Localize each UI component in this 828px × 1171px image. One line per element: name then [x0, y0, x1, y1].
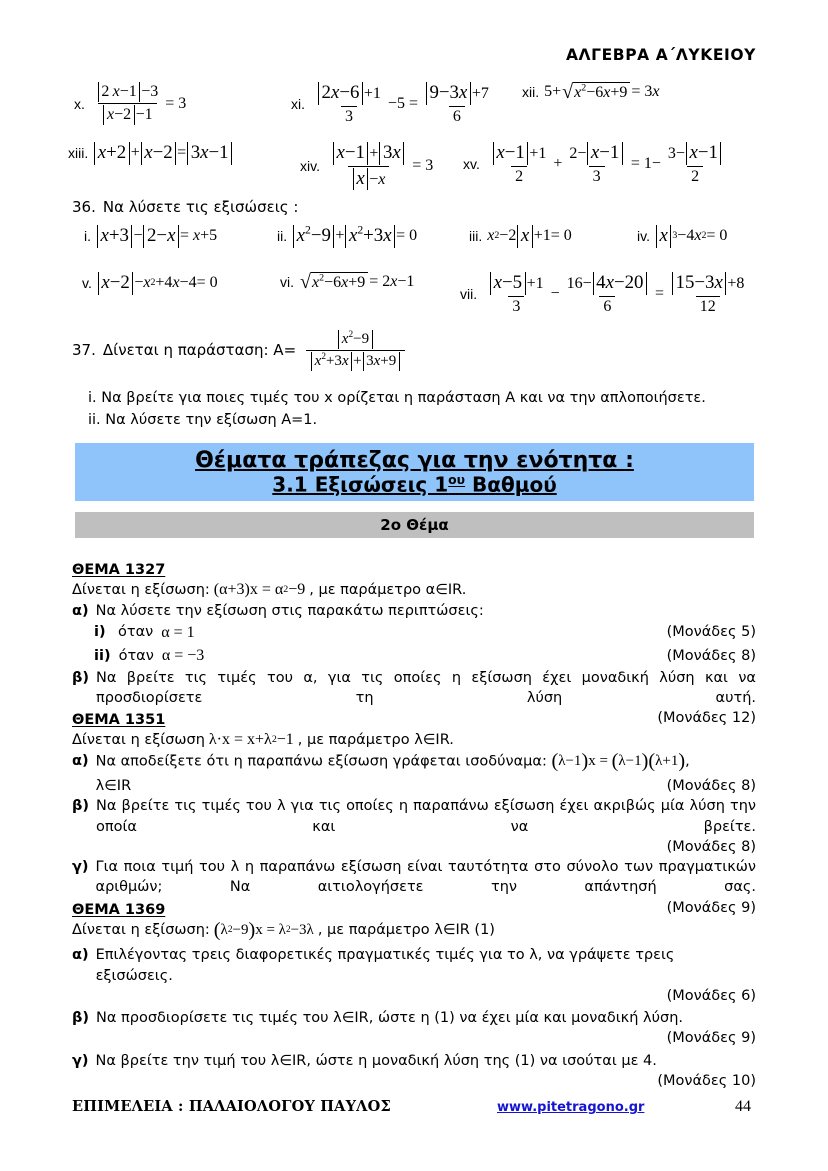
page-number: 44 [735, 1098, 751, 1115]
problem-subitem-i [72, 621, 756, 644]
equation-item-xiv [300, 142, 433, 190]
points-label: (Μονάδες 9) [666, 1030, 756, 1047]
equation-expression: x+2 + x−2 = 3x−1 [93, 142, 233, 165]
item-marker: α) [72, 753, 89, 769]
points-label: (Μονάδες 5) [666, 624, 756, 641]
equation-expression: √ $x^2-6x+9$ = 2 x −1 [300, 271, 415, 293]
banner-line-2-prefix: 3.1 Εξισώσεις 1 [272, 472, 449, 497]
item-text: Να αποδείξετε ότι η παραπάνω εξίσωση γράφεται ισοδύναμα: [95, 753, 547, 770]
problem-stem [72, 731, 756, 749]
problem-item-gamma [72, 1051, 756, 1092]
item-second-line: λ∈IR [95, 778, 132, 794]
equation-item-i [84, 225, 217, 248]
equation-item-xii [522, 82, 660, 102]
equation-label: i. [84, 228, 91, 245]
problem-item-beta [72, 796, 756, 857]
problem-stem [72, 581, 756, 599]
problem-stem-prefix: Δίνεται η εξίσωση: [72, 582, 210, 598]
problem-item-beta [72, 1008, 756, 1049]
equation-label: ii. [277, 228, 288, 245]
subsection-bar [75, 512, 754, 538]
equation-label: vi. [280, 274, 294, 290]
problem-item-alpha [72, 751, 756, 796]
equation-item-xiii [68, 142, 233, 165]
item-text: Επιλέγοντας τρεις διαφορετικές πραγματικές τιμές για το λ, να γράψετε τρεις εξισώσεις. [95, 947, 675, 984]
item-text: Να βρείτε την τιμή του λ∈IR, ώστε η μοναδική λύση της (1) να ισούται με 4. [95, 1052, 657, 1069]
equation-expression: x+3 − 2−x = x +5 [96, 225, 217, 248]
equation-label: xiv. [300, 158, 320, 175]
exercise-prompt: Να λύσετε τις εξισώσεις : [102, 198, 299, 216]
equation-label: iv. [637, 228, 650, 245]
problem-stem [72, 921, 756, 939]
equation-expression: x 2 −2 x +1= 0 [487, 225, 572, 246]
equation-item-iv [637, 225, 727, 248]
item-math: ( λ−1 ) x = ( λ−1 ) ( λ+1 ) [551, 750, 686, 773]
footer-author: ΕΠΙΜΕΛΕΙΑ : ΠΑΛΑΙΟΛΟΓΟΥ ΠΑΥΛΟΣ [72, 1098, 391, 1115]
item-marker: γ) [72, 859, 89, 876]
exercise-prompt: Δίνεται η παράσταση: Α= [102, 341, 297, 360]
equation-label: x. [74, 95, 85, 112]
equation-item-v [82, 272, 218, 295]
equation-expression: 5+ √ $x^2-6x+9$ = 3 x [544, 81, 660, 103]
equation-expression: $\frac{2x-6 +1}{3}$ −5 = $\frac{9-3x +7}{6}$ [310, 82, 496, 126]
equation-item-iii [469, 225, 572, 248]
points-label: (Μονάδες 8) [666, 778, 756, 794]
equation-label: xv. [463, 156, 480, 173]
item-text: Να προσδιορίσετε τις τιμές του λ∈IR, ώστε η (1) να έχει μία και μοναδική λύση. [96, 1010, 683, 1027]
item-marker: β) [72, 1010, 90, 1027]
equation-label: xi. [291, 96, 305, 113]
item-marker: β) [72, 669, 90, 686]
equation-item-x [74, 82, 186, 125]
banner-line-1: Θέματα τράπεζας για την ενότητα : [195, 447, 634, 473]
problem-stem-math: ( λ 2 −9 ) x = λ 2 −3λ [213, 919, 314, 941]
problem-stem-prefix: Δίνεται η εξίσωση [72, 732, 205, 748]
equation-expression: x 3 −4 x 2 = 0 [655, 225, 727, 248]
footer-website-link[interactable]: www.pitetragono.gr [497, 1100, 645, 1115]
problem-block-1327 [72, 562, 756, 729]
equation-label: xiii. [68, 145, 89, 162]
equation-label: v. [82, 275, 92, 292]
banner-ordinal-suffix: ου [448, 471, 466, 487]
subitem-math: α = 1 [161, 624, 195, 642]
equation-item-ii [277, 225, 417, 248]
subitem-math: α = −3 [161, 647, 205, 665]
banner-line-2 [272, 473, 556, 497]
subsection-label: 2ο Θέμα [380, 516, 449, 534]
item-text: Να βρείτε τις τιμές του λ για τις οποίες η παραπάνω εξίσωση έχει ακριβώς μία λύση την οποία και να βρείτε. [96, 798, 756, 835]
subitem-text: όταν [118, 647, 154, 664]
equation-expression: $\frac{x-5 +1}{3}$ − $\frac{16- 4x-20}{6}$ = $\frac{15-3x +8}{12}$ [482, 272, 751, 316]
problem-title: ΘΕΜΑ 1351 [72, 712, 166, 728]
equation-label: vii. [460, 286, 478, 303]
problem-stem-math: (α+3)x = α 2 −9 [213, 581, 306, 598]
exercise-37-block [72, 330, 408, 371]
list-item: ii. Να λύσετε την εξίσωση Α=1. [88, 411, 318, 428]
subitem-marker: i) [94, 624, 106, 641]
section-banner [75, 443, 754, 501]
problem-stem-suffix: , με παράμετρο λ∈IR. [297, 732, 454, 748]
exercise-36-heading [72, 198, 298, 216]
list-item: i. Να βρείτε για ποιες τιμές του x ορίζεται η παράσταση Α και να την απλοποιήσετε. [88, 390, 706, 406]
problem-subitem-ii [72, 644, 756, 667]
equation-expression: $\frac{x-1 + 3x}{x -x}$ = 3 [325, 142, 433, 190]
points-label: (Μονάδες 12) [657, 710, 756, 727]
problem-stem-suffix: , με παράμετρο α∈IR. [309, 582, 467, 598]
equation-expression: $\frac{2 x-1 -3}{x-2 -1}$ = 3 [90, 82, 186, 125]
problem-item-alpha [72, 945, 756, 1006]
subitem-text: όταν [118, 624, 154, 641]
problem-item-alpha [72, 601, 756, 621]
problem-block-1369 [72, 902, 756, 1091]
points-label: (Μονάδες 6) [666, 987, 756, 1004]
equation-label: xii. [522, 84, 540, 100]
subitem-marker: ii) [94, 647, 111, 664]
points-label: (Μονάδες 8) [666, 838, 756, 855]
item-marker: α) [72, 947, 89, 964]
equation-item-xv [463, 142, 729, 186]
problem-stem-suffix: , με παράμετρο λ∈IR (1) [317, 922, 495, 939]
banner-line-2-suffix: Βαθμού [465, 472, 557, 497]
equation-item-vi [280, 272, 414, 292]
item-marker: β) [72, 798, 90, 815]
problem-stem-prefix: Δίνεται η εξίσωση: [72, 922, 210, 939]
equation-expression: $\frac{x-1 +1}{2}$ + $\frac{2- x-1}{3}$ = 1− $\frac{3- x-1}{2}$ [485, 142, 730, 186]
equation-item-xi [291, 82, 496, 126]
points-label: (Μονάδες 10) [657, 1073, 756, 1089]
item-text: Να βρείτε τις τιμές του α, για τις οποίες η εξίσωση έχει μοναδική λύση και να προσδιορίσετε τη λύση αυτή. [96, 669, 756, 706]
item-marker: γ) [72, 1052, 89, 1069]
problem-stem-math: λ·x = x+λ 2 −1 [208, 731, 294, 748]
points-label: (Μονάδες 9) [666, 899, 756, 916]
item-text: Για ποια τιμή του λ η παραπάνω εξίσωση είναι ταυτότητα στο σύνολο των πραγματικών αριθμών; Να αιτιολογήσετε την απάντησή σας. [95, 859, 756, 896]
equation-expression: x−2 − x 2 +4 x −4= 0 [97, 272, 218, 295]
problem-block-1351 [72, 712, 756, 918]
equation-item-vii [460, 272, 751, 316]
problem-title: ΘΕΜΑ 1369 [72, 902, 166, 918]
item-math-tail: , [685, 753, 690, 770]
equation-expression: $x^2-9$ + $x^2+3x$ = 0 [292, 225, 417, 248]
exercise-number: 37. [72, 341, 96, 360]
exercise-37-expression: $\frac{x^2-9}{x^2+3x + 3x+9}$ [303, 330, 408, 371]
equation-label: iii. [469, 228, 483, 245]
problem-title: ΘΕΜΑ 1327 [72, 562, 166, 578]
item-text: Να λύσετε την εξίσωση στις παρακάτω περιπτώσεις: [95, 603, 484, 619]
exercise-number: 36. [72, 198, 96, 216]
item-marker: α) [72, 603, 89, 619]
exercise-37-subitems [88, 388, 706, 432]
page-footer [0, 1098, 828, 1124]
points-label: (Μονάδες 8) [666, 647, 756, 664]
page-title: ΑΛΓΕΒΡΑ Α΄ΛΥΚΕΙΟΥ [565, 46, 756, 64]
